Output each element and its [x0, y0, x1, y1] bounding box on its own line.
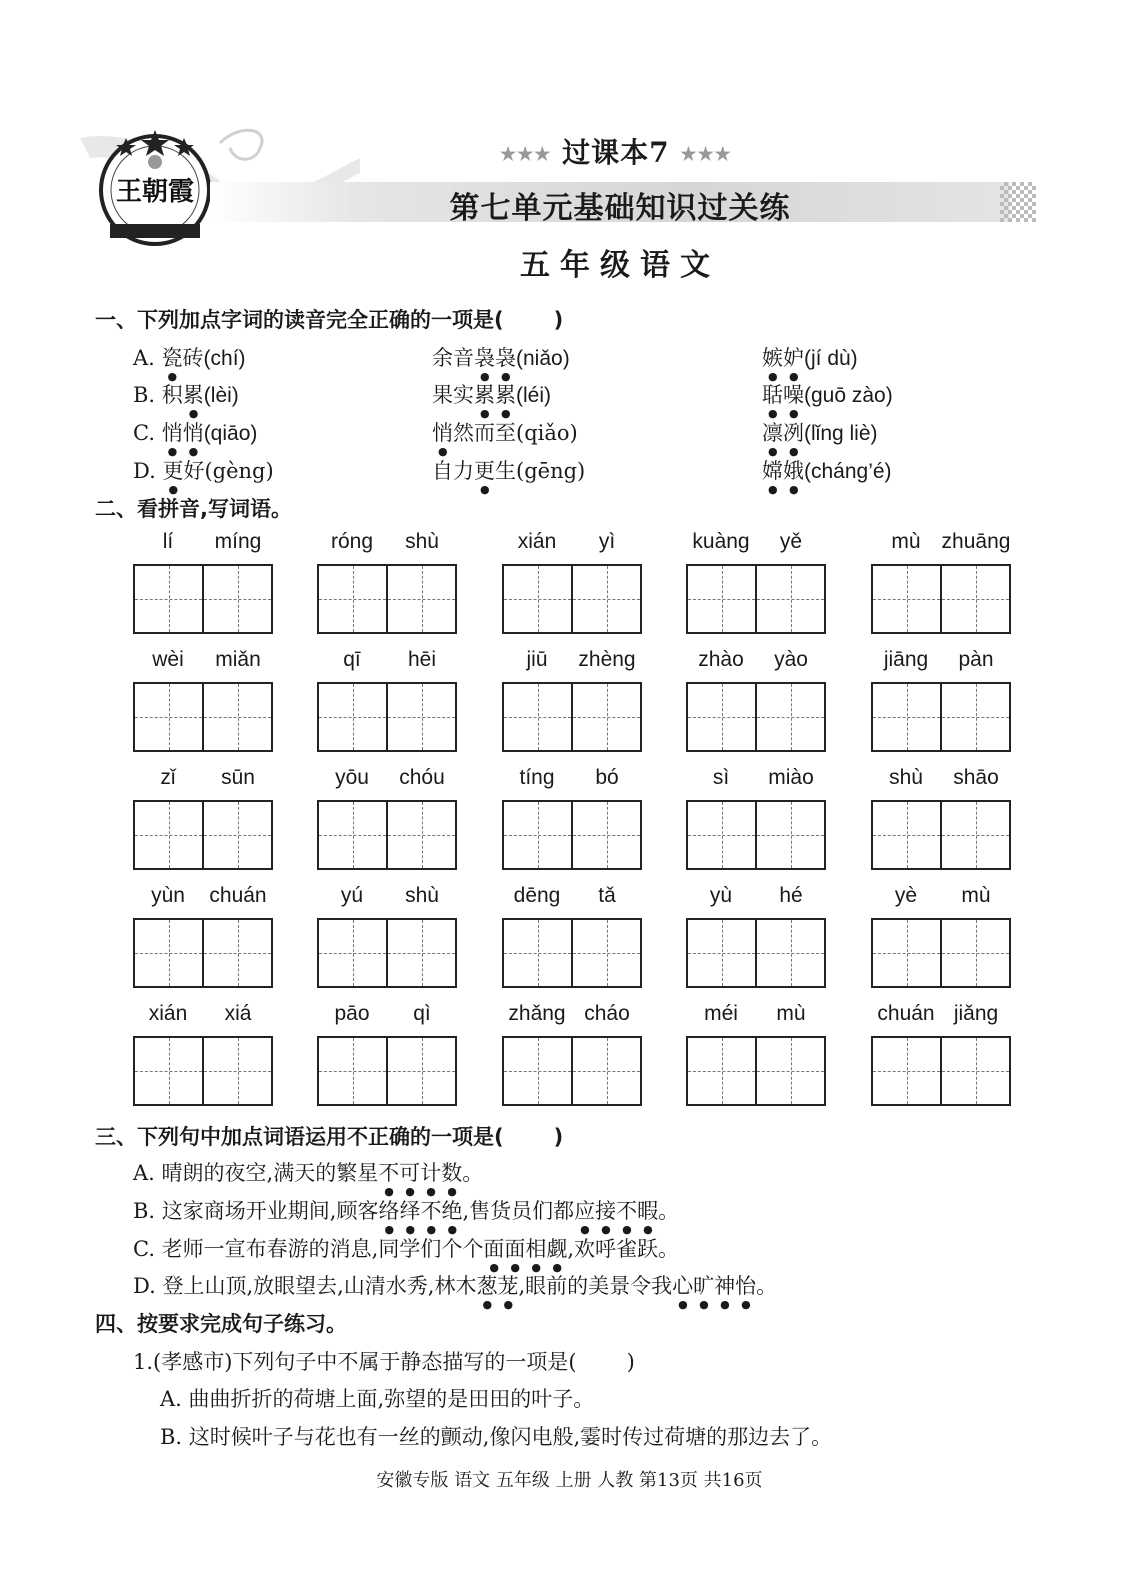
writing-box[interactable]: [502, 800, 642, 870]
pinyin-syllable: zǐ: [160, 766, 176, 789]
writing-box[interactable]: [686, 800, 826, 870]
star-icon: ★★★: [680, 144, 732, 165]
pinyin-syllable: chóu: [399, 766, 445, 789]
pinyin-syllable: xián: [148, 1002, 188, 1025]
series-label: ★★★ 过课本7 ★★★: [500, 136, 732, 169]
pinyin-label: [317, 530, 457, 554]
pinyin-label: [686, 648, 826, 672]
q3-option-b: B. 这家商场开业期间,顾客络绎不绝,售货员们都应接不暇。: [133, 1199, 680, 1223]
pinyin-label: [133, 884, 273, 908]
q1-option-d-col3: 嫦娥(cháng’é): [762, 459, 892, 483]
writing-box[interactable]: [317, 918, 457, 988]
writing-cell[interactable]: [873, 802, 940, 868]
writing-box[interactable]: [502, 1036, 642, 1106]
pinyin-label: [133, 766, 273, 790]
writing-cell[interactable]: [202, 920, 271, 986]
writing-cell[interactable]: [873, 684, 940, 750]
writing-cell[interactable]: [755, 920, 824, 986]
writing-cell[interactable]: [688, 920, 755, 986]
writing-cell[interactable]: [135, 684, 202, 750]
pinyin-syllable: yì: [598, 530, 616, 553]
pinyin-syllable: chuán: [877, 1002, 935, 1025]
pinyin-syllable: miǎn: [215, 648, 261, 671]
writing-cell[interactable]: [386, 802, 455, 868]
writing-cell[interactable]: [688, 1038, 755, 1104]
writing-box[interactable]: [133, 918, 273, 988]
q3-option-a: A. 晴朗的夜空,满天的繁星不可计数。: [133, 1161, 484, 1185]
pinyin-syllable: lí: [162, 530, 174, 553]
pinyin-syllable: dēng: [513, 884, 561, 907]
writing-box[interactable]: [502, 564, 642, 634]
writing-cell[interactable]: [873, 566, 940, 632]
writing-cell[interactable]: [202, 1038, 271, 1104]
pinyin-syllable: jiāng: [883, 648, 929, 671]
writing-cell[interactable]: [504, 566, 571, 632]
writing-cell[interactable]: [873, 920, 940, 986]
q1-option-a-col3: 嫉妒(jí dù): [762, 346, 858, 370]
writing-cell[interactable]: [202, 802, 271, 868]
pinyin-label: [317, 1002, 457, 1026]
pinyin-label: [871, 884, 1011, 908]
pinyin-label: [502, 648, 642, 672]
pinyin-syllable: hé: [779, 884, 803, 907]
pinyin-syllable: xiá: [224, 1002, 252, 1025]
q1-option-a-col1: A. 瓷砖(chí): [133, 346, 246, 370]
writing-box[interactable]: [871, 918, 1011, 988]
pinyin-label: [502, 1002, 642, 1026]
pinyin-syllable: tǎ: [598, 884, 616, 907]
writing-cell[interactable]: [940, 566, 1009, 632]
writing-cell[interactable]: [940, 1038, 1009, 1104]
writing-cell[interactable]: [940, 802, 1009, 868]
writing-cell[interactable]: [504, 802, 571, 868]
pinyin-syllable: kuàng: [692, 530, 750, 553]
writing-cell[interactable]: [571, 802, 640, 868]
q4-option-b: B. 这时候叶子与花也有一丝的颤动,像闪电般,霎时传过荷塘的那边去了。: [160, 1425, 833, 1449]
pinyin-syllable: mù: [961, 884, 991, 907]
pinyin-label: [133, 648, 273, 672]
writing-box[interactable]: [317, 800, 457, 870]
pinyin-syllable: zhuāng: [941, 530, 1011, 553]
writing-cell[interactable]: [571, 920, 640, 986]
writing-box[interactable]: [502, 682, 642, 752]
pinyin-syllable: shù: [889, 766, 923, 789]
pinyin-label: [871, 766, 1011, 790]
q4-option-a: A. 曲曲折折的荷塘上面,弥望的是田田的叶子。: [160, 1387, 595, 1411]
writing-box[interactable]: [871, 800, 1011, 870]
writing-box[interactable]: [317, 564, 457, 634]
pinyin-label: [317, 648, 457, 672]
pinyin-label: [133, 530, 273, 554]
writing-cell[interactable]: [135, 920, 202, 986]
pinyin-syllable: yè: [894, 884, 918, 907]
writing-cell[interactable]: [571, 684, 640, 750]
writing-cell[interactable]: [202, 566, 271, 632]
q1-option-c-col2: 悄然而至(qiǎo): [432, 421, 578, 445]
pinyin-syllable: róng: [330, 530, 374, 553]
pinyin-syllable: mù: [891, 530, 921, 553]
q3-option-c: C. 老师一宣布春游的消息,同学们个个面面相觑,欢呼雀跃。: [133, 1237, 680, 1261]
writing-cell[interactable]: [755, 566, 824, 632]
pinyin-label: [686, 884, 826, 908]
writing-cell[interactable]: [755, 802, 824, 868]
writing-cell[interactable]: [688, 802, 755, 868]
pinyin-syllable: sì: [712, 766, 730, 789]
question-1-heading: 一、下列加点字词的读音完全正确的一项是( ): [95, 308, 564, 332]
pinyin-syllable: chuán: [209, 884, 267, 907]
pinyin-syllable: yùn: [151, 884, 185, 907]
writing-box[interactable]: [871, 1036, 1011, 1106]
q1-option-c-col1: C. 悄悄(qiāo): [133, 421, 258, 445]
pinyin-syllable: shù: [405, 530, 439, 553]
pinyin-label: [502, 766, 642, 790]
writing-cell[interactable]: [571, 1038, 640, 1104]
writing-cell[interactable]: [504, 1038, 571, 1104]
writing-cell[interactable]: [319, 684, 386, 750]
writing-cell[interactable]: [135, 566, 202, 632]
pinyin-label: [871, 530, 1011, 554]
q1-option-b-col1: B. 积累(lèi): [133, 383, 239, 407]
writing-cell[interactable]: [135, 1038, 202, 1104]
pinyin-syllable: qī: [343, 648, 361, 671]
writing-box[interactable]: [317, 1036, 457, 1106]
pinyin-syllable: yù: [709, 884, 733, 907]
q3-option-d: D. 登上山顶,放眼望去,山清水秀,林木葱茏,眼前的美景令我心旷神怡。: [133, 1274, 778, 1298]
pinyin-syllable: xián: [517, 530, 557, 553]
pinyin-label: [686, 530, 826, 554]
pinyin-syllable: bó: [595, 766, 619, 789]
pinyin-syllable: pàn: [958, 648, 994, 671]
pinyin-label: [871, 1002, 1011, 1026]
pinyin-label: [317, 884, 457, 908]
pinyin-syllable: hēi: [407, 648, 437, 671]
publisher-logo: [96, 128, 214, 246]
writing-box[interactable]: [871, 564, 1011, 634]
pinyin-syllable: yě: [779, 530, 803, 553]
pinyin-syllable: shāo: [953, 766, 999, 789]
q1-option-b-col2: 果实累累(léi): [432, 383, 551, 407]
writing-cell[interactable]: [319, 566, 386, 632]
pinyin-label: [502, 884, 642, 908]
page-footer: 安徽专版 语文 五年级 上册 人教 第13页 共16页: [376, 1470, 763, 1491]
pinyin-syllable: míng: [214, 530, 262, 553]
pinyin-syllable: yú: [340, 884, 364, 907]
writing-cell[interactable]: [386, 920, 455, 986]
pinyin-syllable: sūn: [221, 766, 255, 789]
pinyin-syllable: pāo: [334, 1002, 370, 1025]
pinyin-syllable: tíng: [519, 766, 555, 789]
pinyin-label: [317, 766, 457, 790]
pinyin-syllable: qì: [413, 1002, 431, 1025]
question-3-heading: 三、下列句中加点词语运用不正确的一项是( ): [95, 1125, 564, 1149]
banner-pattern: [1000, 182, 1036, 222]
writing-box[interactable]: [133, 800, 273, 870]
pinyin-syllable: wèi: [152, 648, 184, 671]
pinyin-label: [686, 1002, 826, 1026]
writing-cell[interactable]: [386, 566, 455, 632]
writing-box[interactable]: [133, 1036, 273, 1106]
writing-box[interactable]: [317, 682, 457, 752]
pinyin-syllable: jiǎng: [953, 1002, 999, 1025]
writing-cell[interactable]: [386, 684, 455, 750]
logo-text: 王朝霞: [115, 177, 195, 207]
page-subtitle: 五年级语文: [520, 248, 720, 283]
q1-option-d-col2: 自力更生(gēng): [432, 459, 586, 483]
writing-cell[interactable]: [688, 566, 755, 632]
writing-cell[interactable]: [319, 920, 386, 986]
pinyin-label: [871, 648, 1011, 672]
q1-option-c-col3: 凛冽(lǐng liè): [762, 421, 878, 445]
writing-cell[interactable]: [504, 920, 571, 986]
writing-box[interactable]: [686, 918, 826, 988]
writing-cell[interactable]: [319, 1038, 386, 1104]
pinyin-syllable: cháo: [584, 1002, 630, 1025]
writing-cell[interactable]: [386, 1038, 455, 1104]
pinyin-syllable: jiū: [526, 648, 548, 671]
writing-cell[interactable]: [202, 684, 271, 750]
writing-box[interactable]: [133, 682, 273, 752]
writing-cell[interactable]: [504, 684, 571, 750]
writing-cell[interactable]: [319, 802, 386, 868]
page-title: 第七单元基础知识过关练: [449, 191, 791, 226]
writing-box[interactable]: [686, 682, 826, 752]
writing-box[interactable]: [133, 564, 273, 634]
q4-item-1: 1.(孝感市)下列句子中不属于静态描写的一项是( ): [133, 1350, 635, 1374]
star-icon: ★★★: [500, 144, 552, 165]
writing-cell[interactable]: [873, 1038, 940, 1104]
pinyin-syllable: miào: [768, 766, 814, 789]
question-2-heading: 二、看拼音,写词语。: [95, 497, 292, 521]
writing-box[interactable]: [871, 682, 1011, 752]
pinyin-syllable: zhèng: [578, 648, 636, 671]
pinyin-label: [133, 1002, 273, 1026]
writing-cell[interactable]: [940, 684, 1009, 750]
writing-cell[interactable]: [135, 802, 202, 868]
writing-cell[interactable]: [755, 684, 824, 750]
writing-cell[interactable]: [755, 1038, 824, 1104]
pinyin-label: [686, 766, 826, 790]
writing-cell[interactable]: [571, 566, 640, 632]
writing-box[interactable]: [686, 1036, 826, 1106]
pinyin-syllable: yào: [774, 648, 808, 671]
writing-box[interactable]: [686, 564, 826, 634]
pinyin-label: [502, 530, 642, 554]
q1-option-a-col2: 余音袅袅(niǎo): [432, 346, 570, 370]
pinyin-syllable: mù: [776, 1002, 806, 1025]
pinyin-syllable: zhào: [698, 648, 744, 671]
q1-option-d-col1: D. 更好(gèng): [133, 459, 274, 483]
pinyin-syllable: shù: [405, 884, 439, 907]
pinyin-syllable: méi: [704, 1002, 738, 1025]
writing-box[interactable]: [502, 918, 642, 988]
pinyin-syllable: zhǎng: [508, 1002, 566, 1025]
q1-option-b-col3: 聒噪(guō zào): [762, 383, 893, 407]
question-4-heading: 四、按要求完成句子练习。: [95, 1312, 347, 1336]
pinyin-syllable: yōu: [335, 766, 369, 789]
writing-cell[interactable]: [688, 684, 755, 750]
writing-cell[interactable]: [940, 920, 1009, 986]
